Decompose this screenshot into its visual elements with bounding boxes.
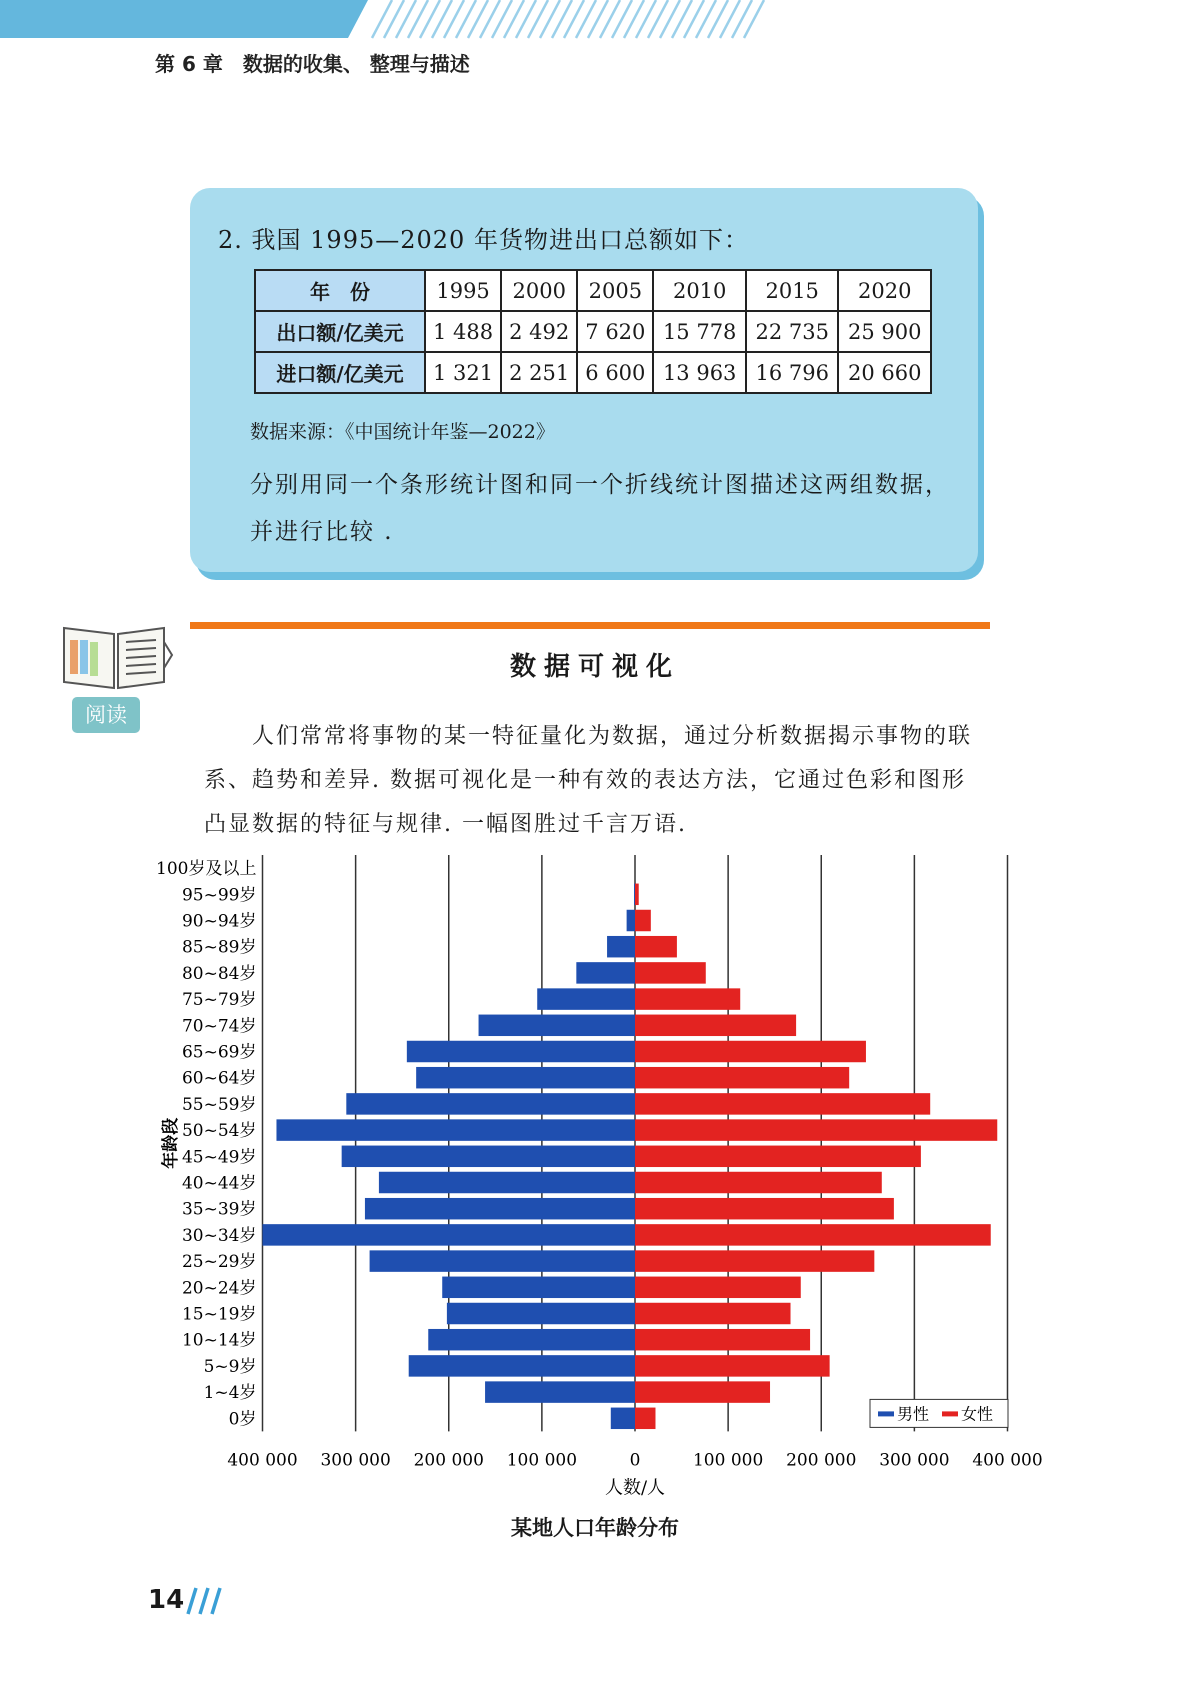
bar-male bbox=[607, 936, 635, 957]
y-tick-label: 30~34岁 bbox=[181, 1225, 257, 1246]
x-tick-label: 200 000 bbox=[413, 1450, 484, 1471]
bar-female bbox=[635, 1146, 921, 1167]
bar-male bbox=[263, 1224, 636, 1245]
y-tick-label: 35~39岁 bbox=[181, 1199, 257, 1220]
bar-male bbox=[576, 962, 635, 983]
page-number: 14 bbox=[148, 1585, 185, 1615]
y-tick-label: 90~94岁 bbox=[181, 911, 257, 932]
y-tick-label: 1~4岁 bbox=[203, 1383, 257, 1404]
bar-female bbox=[635, 962, 706, 983]
table-cell: 22 735 bbox=[746, 311, 839, 352]
bar-male bbox=[346, 1093, 635, 1114]
y-tick-label: 70~74岁 bbox=[181, 1016, 257, 1037]
bar-male bbox=[479, 1015, 635, 1036]
y-tick-label: 5~9岁 bbox=[203, 1356, 257, 1377]
table-cell: 13 963 bbox=[653, 352, 746, 393]
bar-female bbox=[635, 1277, 801, 1298]
table-cell: 16 796 bbox=[746, 352, 839, 393]
population-pyramid-chart bbox=[150, 855, 1043, 1499]
bar-female bbox=[635, 1067, 849, 1088]
y-tick-label: 40~44岁 bbox=[181, 1173, 257, 1194]
bar-male bbox=[485, 1381, 635, 1402]
bar-male bbox=[365, 1198, 635, 1219]
table-cell: 25 900 bbox=[838, 311, 931, 352]
bar-female bbox=[635, 1408, 655, 1429]
x-tick-label: 0 bbox=[629, 1450, 641, 1471]
bar-female bbox=[635, 1329, 810, 1350]
table-cell: 2005 bbox=[577, 270, 653, 311]
table-cell: 2015 bbox=[746, 270, 839, 311]
bar-female bbox=[635, 1303, 791, 1324]
trade-table bbox=[254, 269, 932, 394]
y-tick-label: 80~84岁 bbox=[181, 963, 257, 984]
y-axis-title: 年龄段 bbox=[161, 1117, 181, 1169]
table-cell: 2020 bbox=[838, 270, 931, 311]
section-title: 数据可视化 bbox=[509, 652, 680, 682]
legend-label-male: 男性 bbox=[897, 1404, 930, 1424]
table-row-label: 出口额/亿美元 bbox=[255, 311, 425, 352]
table-row-label: 进口额/亿美元 bbox=[255, 352, 425, 393]
table-row-import bbox=[255, 352, 931, 393]
bar-female bbox=[635, 1015, 796, 1036]
bar-male bbox=[370, 1250, 635, 1271]
exercise-question: 2. 我国 1995—2020 年货物进出口总额如下： bbox=[218, 226, 749, 254]
reading-paragraph bbox=[204, 715, 989, 847]
page-number-decoration bbox=[180, 1586, 226, 1616]
y-tick-label: 15~19岁 bbox=[181, 1304, 257, 1325]
bar-male bbox=[416, 1067, 635, 1088]
bar-male bbox=[447, 1303, 635, 1324]
bar-female bbox=[635, 884, 639, 905]
table-cell: 20 660 bbox=[838, 352, 931, 393]
x-tick-label: 200 000 bbox=[786, 1450, 857, 1471]
y-tick-label: 50~54岁 bbox=[181, 1121, 257, 1142]
paragraph-text: 人们常常将事物的某一特征量化为数据，通过分析数据揭示事物的联系、趋势和差异. 数据可视化是一种有效的表达方法，它通过色彩和图形凸显数据的特征与规律. 一幅图胜过千言万语. bbox=[204, 724, 973, 837]
y-tick-label: 100岁及以上 bbox=[156, 859, 257, 880]
x-tick-label: 300 000 bbox=[320, 1450, 391, 1471]
bar-female bbox=[635, 936, 677, 957]
table-cell: 1 488 bbox=[425, 311, 501, 352]
bar-female bbox=[635, 1250, 874, 1271]
x-tick-label: 100 000 bbox=[506, 1450, 578, 1471]
exercise-prompt: 分别用同一个条形统计图和同一个折线统计图描述这两组数据，并进行比较 . bbox=[250, 472, 950, 545]
table-cell: 2 492 bbox=[501, 311, 577, 352]
table-cell: 15 778 bbox=[653, 311, 746, 352]
bar-male bbox=[627, 910, 635, 931]
bar-male bbox=[537, 988, 635, 1009]
bar-female bbox=[635, 1381, 770, 1402]
legend-swatch-female bbox=[942, 1411, 958, 1416]
table-header-row bbox=[255, 270, 931, 311]
table-cell: 7 620 bbox=[577, 311, 653, 352]
x-axis-title: 人数/人 bbox=[604, 1477, 666, 1499]
table-header-label: 年 份 bbox=[255, 270, 425, 311]
bar-male bbox=[409, 1355, 635, 1376]
table-cell: 2 251 bbox=[501, 352, 577, 393]
y-tick-label: 10~14岁 bbox=[181, 1330, 257, 1351]
y-tick-label: 75~79岁 bbox=[181, 990, 257, 1011]
table-cell: 1995 bbox=[425, 270, 501, 311]
bar-female bbox=[635, 1355, 830, 1376]
x-tick-label: 400 000 bbox=[972, 1450, 1043, 1471]
bar-female bbox=[635, 1119, 997, 1140]
y-tick-label: 25~29岁 bbox=[181, 1252, 257, 1273]
data-source: 数据来源：《中国统计年鉴—2022》 bbox=[250, 421, 555, 443]
table-cell: 1 321 bbox=[425, 352, 501, 393]
y-tick-label: 60~64岁 bbox=[181, 1068, 257, 1089]
bar-male bbox=[611, 1408, 635, 1429]
y-tick-label: 0岁 bbox=[228, 1409, 257, 1430]
bar-male bbox=[407, 1041, 635, 1062]
legend-label-female: 女性 bbox=[961, 1404, 994, 1424]
bar-female bbox=[635, 1041, 866, 1062]
table-cell: 2010 bbox=[653, 270, 746, 311]
bar-male bbox=[428, 1329, 635, 1350]
bar-female bbox=[635, 1172, 882, 1193]
y-tick-label: 85~89岁 bbox=[181, 937, 257, 958]
table-row-export bbox=[255, 311, 931, 352]
bar-male bbox=[442, 1277, 635, 1298]
bar-male bbox=[379, 1172, 635, 1193]
x-tick-label: 100 000 bbox=[692, 1450, 764, 1471]
x-tick-label: 400 000 bbox=[227, 1450, 298, 1471]
reading-tag: 阅读 bbox=[72, 697, 140, 733]
chapter-title: 第 6 章 数据的收集、 整理与描述 bbox=[155, 52, 470, 76]
y-tick-label: 45~49岁 bbox=[181, 1147, 257, 1168]
bar-male bbox=[342, 1146, 635, 1167]
y-tick-label: 55~59岁 bbox=[181, 1094, 257, 1115]
header-banner bbox=[0, 0, 770, 40]
bar-male bbox=[276, 1119, 635, 1140]
bar-female bbox=[635, 1093, 930, 1114]
bar-female bbox=[635, 988, 740, 1009]
legend-swatch-male bbox=[878, 1411, 894, 1416]
y-tick-label: 20~24岁 bbox=[181, 1278, 257, 1299]
chart-title: 某地人口年龄分布 bbox=[511, 1516, 679, 1540]
bar-male bbox=[634, 884, 635, 905]
x-tick-label: 300 000 bbox=[879, 1450, 950, 1471]
y-tick-label: 95~99岁 bbox=[181, 885, 257, 906]
bar-female bbox=[635, 1198, 894, 1219]
table-cell: 2000 bbox=[501, 270, 577, 311]
bar-female bbox=[635, 910, 651, 931]
section-divider bbox=[190, 622, 990, 629]
table-cell: 6 600 bbox=[577, 352, 653, 393]
y-tick-label: 65~69岁 bbox=[181, 1042, 257, 1063]
bar-female bbox=[635, 1224, 991, 1245]
